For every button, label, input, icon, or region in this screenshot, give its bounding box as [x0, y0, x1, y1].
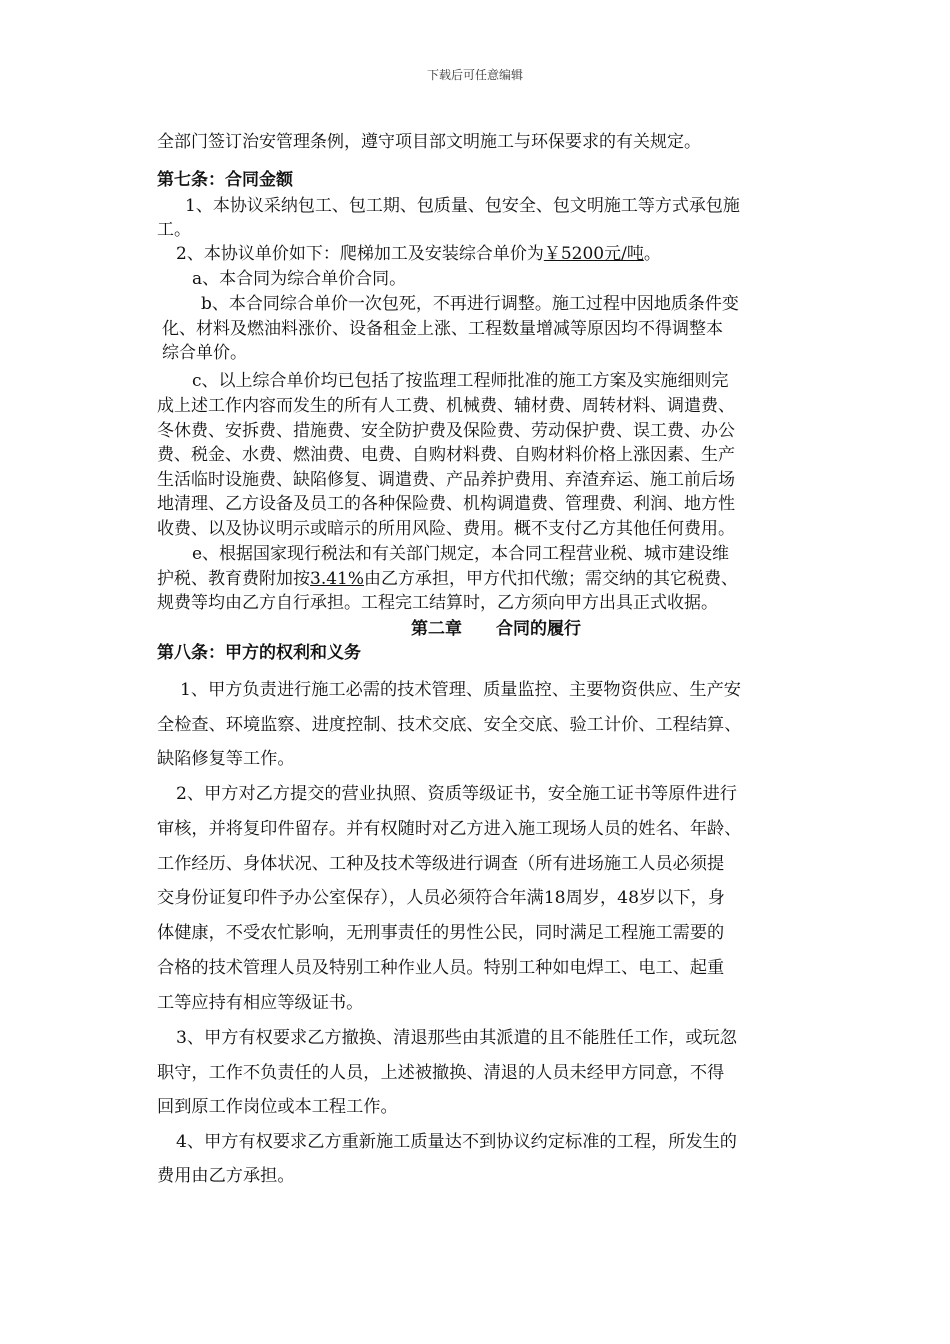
tax-line-text: 护税、教育费附加按	[157, 569, 310, 589]
paragraph-line: 收费、以及协议明示或暗示的所用风险、费用。概不支付乙方其他任何费用。	[157, 519, 735, 539]
paragraph-line: 工等应持有相应等级证书。	[157, 993, 364, 1013]
paragraph-line: 体健康，不受农忙影响，无刑事责任的男性公民，同时满足工程施工需要的	[157, 923, 725, 943]
price-line	[176, 246, 661, 263]
tax-line-rest: 由乙方承担，甲方代扣代缴；需交纳的其它税费、	[364, 569, 739, 589]
paragraph-line: 3、甲方有权要求乙方撤换、清退那些由其派遣的且不能胜任工作，或玩忽	[176, 1028, 737, 1048]
chapter-heading: 第二章 合同的履行	[411, 619, 581, 639]
paragraph-line: 工作经历、身体状况、工种及技术等级进行调查（所有进场施工人员必须提	[157, 854, 725, 874]
paragraph-line: a、本合同为综合单价合同。	[192, 269, 407, 289]
paragraph-line: 4、甲方有权要求乙方重新施工质量达不到协议约定标准的工程，所发生的	[176, 1132, 737, 1152]
paragraph-line: 2、甲方对乙方提交的营业执照、资质等级证书，安全施工证书等原件进行	[176, 784, 737, 804]
section-heading-article-8: 第八条：甲方的权利和义务	[157, 643, 361, 663]
paragraph-line: 合格的技术管理人员及特别工种作业人员。特别工种如电焊工、电工、起重	[157, 958, 725, 978]
paragraph-line: 费用由乙方承担。	[157, 1166, 295, 1186]
unit-price-value: ￥5200元/吨	[543, 244, 644, 264]
paragraph-line: c、以上综合单价均已包括了按监理工程师批准的施工方案及实施细则完	[192, 371, 729, 391]
tax-rate-value: 3.41%	[310, 569, 365, 589]
paragraph-line: 1、甲方负责进行施工必需的技术管理、质量监控、主要物资供应、生产安	[180, 680, 741, 700]
paragraph-line: 规费等均由乙方自行承担。工程完工结算时，乙方须向甲方出具正式收据。	[157, 593, 718, 613]
paragraph-line: 化、材料及燃油料涨价、设备租金上涨、工程数量增减等原因均不得调整本	[162, 319, 723, 339]
paragraph-line: 缺陷修复等工作。	[157, 749, 295, 769]
paragraph-line: 综合单价。	[162, 343, 247, 363]
section-heading-article-7: 第七条：合同金额	[157, 170, 293, 190]
paragraph-line: 职守，工作不负责任的人员，上述被撤换、清退的人员未经甲方同意，不得	[157, 1063, 725, 1083]
paragraph-line: 冬休费、安拆费、措施费、安全防护费及保险费、劳动保护费、误工费、办公	[157, 421, 735, 441]
paragraph-line: 1、本协议采纳包工、包工期、包质量、包安全、包文明施工等方式承包施	[185, 196, 740, 216]
tax-line	[157, 571, 738, 588]
paragraph-line: 回到原工作岗位或本工程工作。	[157, 1097, 398, 1117]
page-header: 下载后可任意编辑	[426, 68, 523, 82]
paragraph-line: 成上述工作内容而发生的所有人工费、机械费、辅材费、周转材料、调遣费、	[157, 396, 735, 416]
paragraph-line: 交身份证复印件予办公室保存），人员必须符合年满18周岁，48岁以下，身	[157, 888, 725, 908]
paragraph-line: 审核，并将复印件留存。并有权随时对乙方进入施工现场人员的姓名、年龄、	[157, 819, 742, 839]
paragraph-line: 全检查、环境监察、进度控制、技术交底、安全交底、验工计价、工程结算、	[157, 715, 742, 735]
price-line-text: 2、本协议单价如下：爬梯加工及安装综合单价为	[176, 244, 544, 264]
paragraph-line: e、根据国家现行税法和有关部门规定，本合同工程营业税、城市建设维	[192, 544, 730, 564]
paragraph-line: 生活临时设施费、缺陷修复、调遣费、产品养护费用、弃渣弃运、施工前后场	[157, 470, 735, 490]
price-line-end: 。	[643, 244, 661, 264]
paragraph-line: 工。	[157, 220, 191, 240]
paragraph-line: b、本合同综合单价一次包死，不再进行调整。施工过程中因地质条件变	[201, 294, 739, 314]
paragraph-line: 费、税金、水费、燃油费、电费、自购材料费、自购材料价格上涨因素、生产	[157, 445, 735, 465]
paragraph-line: 地清理、乙方设备及员工的各种保险费、机构调遣费、管理费、利润、地方性	[157, 494, 735, 514]
paragraph-line: 全部门签订治安管理条例，遵守项目部文明施工与环保要求的有关规定。	[157, 132, 701, 152]
